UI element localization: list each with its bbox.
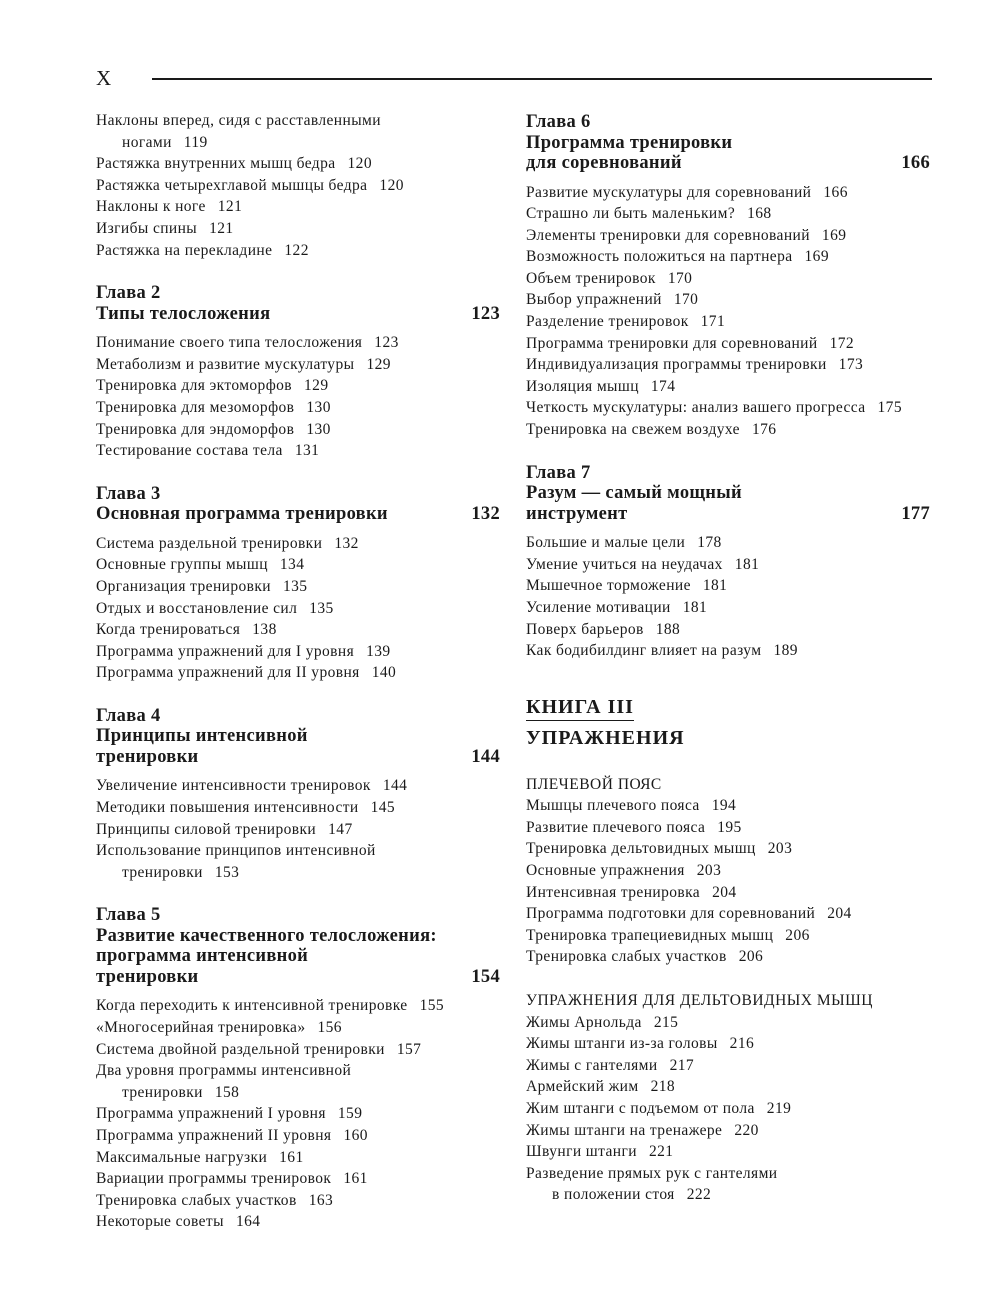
entry-page: 129 bbox=[366, 355, 391, 373]
entry-title: Поверх барьеров bbox=[526, 620, 644, 638]
chapter-entries bbox=[96, 533, 500, 684]
entry-title: Растяжка внутренних мышц бедра bbox=[96, 155, 336, 173]
toc-entry bbox=[96, 1060, 500, 1082]
toc-entry bbox=[526, 575, 930, 597]
toc-entry bbox=[526, 246, 930, 268]
entry-page: 218 bbox=[650, 1078, 676, 1096]
toc-entry bbox=[526, 311, 930, 333]
entry-title: Максимальные нагрузки bbox=[96, 1148, 268, 1166]
entry-title-cont: тренировки bbox=[122, 1083, 203, 1101]
entry-title: Тренировка для эктоморфов bbox=[96, 377, 293, 395]
entry-title: Изгибы спины bbox=[96, 219, 198, 237]
entry-page: 119 bbox=[183, 133, 208, 151]
toc-entry bbox=[96, 840, 500, 862]
entry-page: 153 bbox=[214, 863, 240, 881]
entry-page: 181 bbox=[734, 555, 760, 573]
chapter-title-line bbox=[526, 153, 930, 174]
entry-title: Метаболизм и развитие мускулатуры bbox=[96, 355, 355, 373]
chapter-label: Глава 6 bbox=[526, 112, 591, 132]
chapter-title-line bbox=[96, 747, 500, 768]
entry-page: 122 bbox=[284, 241, 309, 259]
chapter-entries bbox=[526, 182, 930, 441]
toc-entry bbox=[526, 268, 930, 290]
entry-title: Швунги штанги bbox=[526, 1143, 637, 1161]
entry-title: Методики повышения интенсивности bbox=[96, 798, 359, 816]
entry-title: Разведение прямых рук с гантелями bbox=[526, 1164, 778, 1182]
chapter-title: инструмент bbox=[526, 503, 628, 524]
entry-title: Программа упражнений II уровня bbox=[96, 1126, 332, 1144]
toc-entry bbox=[526, 419, 930, 441]
toc-entry bbox=[526, 1120, 930, 1142]
toc-entry bbox=[526, 619, 930, 641]
toc-entry bbox=[526, 289, 930, 311]
chapter-title-line bbox=[96, 926, 500, 947]
toc-entry bbox=[526, 795, 930, 817]
entry-title: Увеличение интенсивности тренировок bbox=[96, 777, 371, 795]
entry-title: Система двойной раздельной тренировки bbox=[96, 1040, 385, 1058]
chapter-entries bbox=[96, 775, 500, 883]
chapter-title-line bbox=[526, 133, 930, 154]
entry-title: Элементы тренировки для соревнований bbox=[526, 226, 810, 244]
entry-page: 161 bbox=[279, 1148, 304, 1166]
entry-title: Тренировка слабых участков bbox=[96, 1191, 297, 1209]
right-sections bbox=[526, 774, 930, 1206]
chapter-title-line bbox=[96, 726, 500, 747]
toc-entry bbox=[96, 1211, 500, 1233]
toc-entry bbox=[526, 225, 930, 247]
entry-page: 166 bbox=[823, 183, 848, 201]
entry-page: 135 bbox=[283, 577, 308, 595]
entry-title: Растяжка четырехглавой мышцы бедра bbox=[96, 176, 368, 194]
entry-title: Основные группы мышц bbox=[96, 556, 268, 574]
toc-entry bbox=[96, 1039, 500, 1061]
chapter-entries bbox=[96, 332, 500, 462]
toc-entry bbox=[526, 946, 930, 968]
entry-title: Два уровня программы интенсивной bbox=[96, 1062, 352, 1080]
entry-page: 174 bbox=[650, 377, 676, 395]
entry-title: Программа тренировки для соревнований bbox=[526, 334, 818, 352]
entry-page: 172 bbox=[829, 334, 855, 352]
entry-page: 130 bbox=[306, 398, 331, 416]
toc-entry bbox=[526, 838, 930, 860]
entry-title: Принципы силовой тренировки bbox=[96, 820, 317, 838]
entry-page: 171 bbox=[700, 313, 726, 331]
entry-title: Тренировка для мезоморфов bbox=[96, 398, 295, 416]
toc-entry bbox=[526, 333, 930, 355]
toc-entry bbox=[526, 1141, 930, 1163]
chapter-page: 132 bbox=[471, 504, 500, 525]
toc-entry bbox=[526, 1163, 930, 1185]
toc-entry bbox=[96, 375, 500, 397]
entry-title: Тестирование состава тела bbox=[96, 442, 283, 460]
chapter-title-line bbox=[96, 946, 500, 967]
toc-entry bbox=[96, 1017, 500, 1039]
chapter-entries bbox=[96, 995, 500, 1233]
entry-page: 203 bbox=[767, 840, 793, 858]
entry-page: 170 bbox=[673, 291, 699, 309]
toc-entry bbox=[526, 397, 930, 419]
entry-title: Когда тренироваться bbox=[96, 621, 241, 639]
section-heading: УПРАЖНЕНИЯ ДЛЯ ДЕЛЬТОВИДНЫХ МЫШЦ bbox=[526, 992, 874, 1010]
entry-title: Объем тренировок bbox=[526, 269, 656, 287]
toc-entry bbox=[526, 1012, 930, 1034]
chapter-heading bbox=[96, 905, 500, 987]
toc-entry bbox=[96, 240, 500, 262]
entry-page: 159 bbox=[337, 1105, 363, 1123]
entry-title: Жимы штанги на тренажере bbox=[526, 1121, 723, 1139]
entry-page: 158 bbox=[214, 1083, 240, 1101]
chapter-page: 123 bbox=[471, 303, 500, 324]
toc-entry bbox=[96, 619, 500, 641]
entry-title: Использование принципов интенсивной bbox=[96, 842, 376, 860]
entry-page: 120 bbox=[379, 176, 404, 194]
entry-title: Страшно ли быть маленьким? bbox=[526, 205, 736, 223]
toc-entry bbox=[96, 440, 500, 462]
toc-entry bbox=[526, 903, 930, 925]
entry-title: Наклоны вперед, сидя с расставленными bbox=[96, 112, 381, 129]
toc-entry bbox=[96, 153, 500, 175]
entry-page: 138 bbox=[252, 621, 277, 639]
entry-title: Когда переходить к интенсивной тренировке bbox=[96, 997, 408, 1015]
toc-entry bbox=[96, 576, 500, 598]
chapter-page: 166 bbox=[901, 153, 930, 173]
chapter-title: Основная программа тренировки bbox=[96, 504, 388, 525]
toc-entry bbox=[96, 995, 500, 1017]
entry-title: Жим штанги с подъемом от пола bbox=[526, 1100, 755, 1117]
entry-page: 219 bbox=[766, 1100, 792, 1117]
entry-page: 181 bbox=[682, 598, 708, 616]
book-label: КНИГА III bbox=[526, 696, 634, 721]
chapter-heading bbox=[526, 112, 930, 174]
entry-title: Тренировка на свежем воздухе bbox=[526, 421, 740, 439]
chapter-title-line bbox=[526, 504, 930, 525]
entry-page: 169 bbox=[821, 226, 847, 244]
chapter-label: Глава 2 bbox=[96, 283, 161, 304]
toc-entry bbox=[526, 1098, 930, 1120]
toc-entry bbox=[526, 817, 930, 839]
toc-entry bbox=[96, 797, 500, 819]
left-chapters bbox=[96, 283, 500, 1233]
entry-title: Разделение тренировок bbox=[526, 313, 689, 331]
entry-page: 163 bbox=[308, 1191, 334, 1209]
entry-title: Жимы штанги из-за головы bbox=[526, 1035, 718, 1053]
section-heading: ПЛЕЧЕВОЙ ПОЯС bbox=[526, 775, 662, 793]
toc-entry bbox=[96, 1125, 500, 1147]
entry-page: 169 bbox=[804, 248, 829, 266]
chapter-title: тренировки bbox=[96, 966, 199, 987]
entry-title: Мышечное торможение bbox=[526, 577, 691, 595]
entry-title: Программа упражнений I уровня bbox=[96, 1105, 326, 1123]
toc-left-column bbox=[96, 110, 500, 1233]
entry-title: Некоторые советы bbox=[96, 1213, 224, 1231]
toc-entry bbox=[96, 397, 500, 419]
entry-page: 173 bbox=[838, 356, 864, 374]
entry-title: Четкость мускулатуры: анализ вашего прогресса bbox=[526, 399, 866, 417]
chapter-title: Развитие качественного телосложения: bbox=[96, 925, 437, 946]
toc-entry bbox=[96, 196, 500, 218]
entry-title: Наклоны к ноге bbox=[96, 198, 206, 216]
entry-title-cont: в положении стоя bbox=[552, 1186, 675, 1204]
toc-entry bbox=[96, 175, 500, 197]
entry-title: Большие и малые цели bbox=[526, 534, 686, 552]
entry-title: «Многосерийная тренировка» bbox=[96, 1018, 306, 1036]
entry-page: 195 bbox=[717, 818, 742, 836]
entry-page: 206 bbox=[738, 948, 764, 966]
chapter-label: Глава 3 bbox=[96, 483, 161, 504]
chapter-title: Программа тренировки bbox=[526, 132, 733, 153]
chapter-title-line bbox=[526, 483, 930, 504]
toc-entry bbox=[96, 662, 500, 684]
entry-title: Тренировка дельтовидных мышц bbox=[526, 840, 756, 858]
toc-entry bbox=[96, 641, 500, 663]
toc-entry bbox=[526, 640, 930, 662]
entry-title: Развитие мускулатуры для соревнований bbox=[526, 183, 812, 201]
entry-title: Жимы Арнольда bbox=[526, 1013, 642, 1031]
entry-title: Тренировка для эндоморфов bbox=[96, 420, 295, 438]
chapter-title-line bbox=[96, 504, 500, 525]
entry-page: 129 bbox=[304, 377, 329, 395]
entry-page: 203 bbox=[696, 862, 722, 880]
toc-entry-continuation bbox=[96, 1082, 500, 1104]
toc-entry bbox=[96, 332, 500, 354]
entry-title: Как бодибилдинг влияет на разум bbox=[526, 642, 762, 660]
entry-page: 221 bbox=[648, 1143, 674, 1161]
toc-entry bbox=[96, 598, 500, 620]
entry-title: Программа упражнений для II уровня bbox=[96, 664, 360, 682]
entry-title: Основные упражнения bbox=[526, 862, 685, 880]
toc-entry bbox=[96, 775, 500, 797]
toc-entry bbox=[526, 1055, 930, 1077]
entry-title: Отдых и восстановление сил bbox=[96, 599, 298, 617]
chapter-title-line bbox=[96, 967, 500, 988]
toc-entry bbox=[96, 533, 500, 555]
entry-page: 120 bbox=[347, 155, 372, 173]
intro-entries bbox=[96, 110, 500, 261]
entry-title: Изоляция мышц bbox=[526, 377, 639, 395]
entry-title: Понимание своего типа телосложения bbox=[96, 334, 363, 352]
chapter-title: для соревнований bbox=[526, 153, 682, 173]
entry-page: 194 bbox=[711, 797, 737, 815]
chapter-entries bbox=[526, 532, 930, 662]
entry-page: 145 bbox=[370, 798, 396, 816]
entry-page: 220 bbox=[734, 1121, 759, 1139]
chapter-heading bbox=[96, 283, 500, 324]
toc-entry bbox=[526, 860, 930, 882]
toc-entry bbox=[96, 1147, 500, 1169]
toc-entry bbox=[96, 419, 500, 441]
chapter-page: 144 bbox=[471, 746, 500, 767]
chapter-label: Глава 7 bbox=[526, 462, 591, 483]
entry-page: 131 bbox=[294, 442, 320, 460]
chapter-page: 154 bbox=[471, 966, 500, 987]
toc-entry bbox=[526, 597, 930, 619]
chapter-heading bbox=[96, 706, 500, 768]
entry-page: 164 bbox=[235, 1213, 261, 1231]
toc-entry bbox=[96, 218, 500, 240]
entry-page: 204 bbox=[712, 883, 737, 901]
toc-entry bbox=[526, 376, 930, 398]
toc-entry bbox=[96, 554, 500, 576]
toc-entry-continuation bbox=[96, 862, 500, 884]
toc-entry bbox=[526, 554, 930, 576]
entry-title: Развитие плечевого пояса bbox=[526, 818, 706, 836]
book-title: УПРАЖНЕНИЯ bbox=[526, 726, 685, 749]
entry-page: 222 bbox=[686, 1186, 712, 1204]
right-chapters bbox=[526, 112, 930, 662]
entry-page: 156 bbox=[317, 1018, 342, 1036]
chapter-label: Глава 5 bbox=[96, 905, 161, 926]
toc-entry bbox=[96, 819, 500, 841]
entry-title: Жимы с гантелями bbox=[526, 1056, 658, 1074]
toc-entry bbox=[96, 354, 500, 376]
chapter-title-line bbox=[96, 304, 500, 325]
entry-page: 216 bbox=[729, 1035, 755, 1053]
entry-title: Умение учиться на неудачах bbox=[526, 555, 723, 573]
toc-entry bbox=[526, 354, 930, 376]
entry-page: 157 bbox=[396, 1040, 422, 1058]
chapter-title: тренировки bbox=[96, 746, 199, 767]
entry-title: Вариации программы тренировок bbox=[96, 1170, 332, 1188]
toc-right-column bbox=[526, 110, 930, 1206]
chapter-title: Разум — самый мощный bbox=[526, 483, 742, 504]
entry-page: 206 bbox=[785, 926, 810, 944]
toc-entry-continuation bbox=[526, 1184, 930, 1206]
toc-entry bbox=[526, 882, 930, 904]
entry-page: 140 bbox=[371, 664, 397, 682]
toc-entry bbox=[96, 1168, 500, 1190]
entry-title: Индивидуализация программы тренировки bbox=[526, 356, 827, 374]
entry-title: Мышцы плечевого пояса bbox=[526, 797, 700, 815]
entry-title: Программа подготовки для соревнований bbox=[526, 905, 816, 923]
entry-page: 132 bbox=[334, 534, 359, 552]
entry-page: 215 bbox=[653, 1013, 679, 1031]
toc-entry bbox=[526, 1033, 930, 1055]
entry-page: 175 bbox=[877, 399, 902, 417]
chapter-heading bbox=[526, 463, 930, 525]
entry-title: Тренировка слабых участков bbox=[526, 948, 727, 966]
entry-page: 147 bbox=[328, 820, 353, 838]
entry-page: 121 bbox=[217, 198, 243, 216]
entry-title: Усиление мотивации bbox=[526, 598, 671, 616]
entry-page: 178 bbox=[697, 534, 722, 552]
chapter-heading bbox=[96, 484, 500, 525]
entry-title: Программа упражнений для I уровня bbox=[96, 642, 355, 660]
entry-page: 176 bbox=[751, 421, 777, 439]
entry-page: 130 bbox=[306, 420, 331, 438]
toc-entry bbox=[96, 1190, 500, 1212]
header-rule bbox=[152, 78, 932, 80]
toc-entry bbox=[526, 532, 930, 554]
entry-title-cont: тренировки bbox=[122, 863, 203, 881]
toc-entry bbox=[526, 925, 930, 947]
entry-page: 188 bbox=[655, 620, 681, 638]
toc-entry-continuation bbox=[96, 132, 500, 154]
entry-page: 189 bbox=[773, 642, 798, 660]
entry-page: 170 bbox=[667, 269, 693, 287]
chapter-title: программа интенсивной bbox=[96, 946, 309, 967]
chapter-page: 177 bbox=[901, 503, 930, 524]
entry-title: Организация тренировки bbox=[96, 577, 271, 595]
page-number: X bbox=[96, 66, 112, 90]
toc-entry bbox=[526, 182, 930, 204]
entry-page: 155 bbox=[419, 997, 445, 1015]
entry-title: Система раздельной тренировки bbox=[96, 534, 323, 552]
entry-page: 160 bbox=[343, 1126, 368, 1144]
toc-entry bbox=[526, 203, 930, 225]
entry-title: Возможность положиться на партнера bbox=[526, 248, 793, 266]
entry-page: 217 bbox=[669, 1056, 695, 1074]
toc-entry bbox=[526, 1076, 930, 1098]
entry-page: 204 bbox=[827, 905, 852, 923]
entry-page: 139 bbox=[366, 642, 391, 660]
chapter-title: Принципы интенсивной bbox=[96, 726, 308, 747]
entry-page: 135 bbox=[309, 599, 334, 617]
entry-title: Интенсивная тренировка bbox=[526, 883, 701, 901]
toc-entry bbox=[96, 1103, 500, 1125]
chapter-label: Глава 4 bbox=[96, 705, 161, 726]
entry-title: Тренировка трапециевидных мышц bbox=[526, 926, 774, 944]
section-entries bbox=[526, 795, 930, 968]
entry-title-cont: ногами bbox=[122, 133, 172, 151]
entry-page: 123 bbox=[374, 334, 399, 352]
section-entries bbox=[526, 1012, 930, 1206]
entry-page: 144 bbox=[382, 777, 408, 795]
entry-page: 121 bbox=[209, 219, 234, 237]
entry-title: Армейский жим bbox=[526, 1078, 639, 1096]
entry-page: 134 bbox=[279, 556, 305, 574]
entry-page: 168 bbox=[747, 205, 772, 223]
entry-title: Растяжка на перекладине bbox=[96, 241, 273, 259]
entry-title: Выбор упражнений bbox=[526, 291, 662, 309]
entry-page: 181 bbox=[702, 577, 728, 595]
chapter-title: Типы телосложения bbox=[96, 303, 271, 324]
entry-page: 161 bbox=[343, 1170, 368, 1188]
toc-entry bbox=[96, 110, 500, 132]
